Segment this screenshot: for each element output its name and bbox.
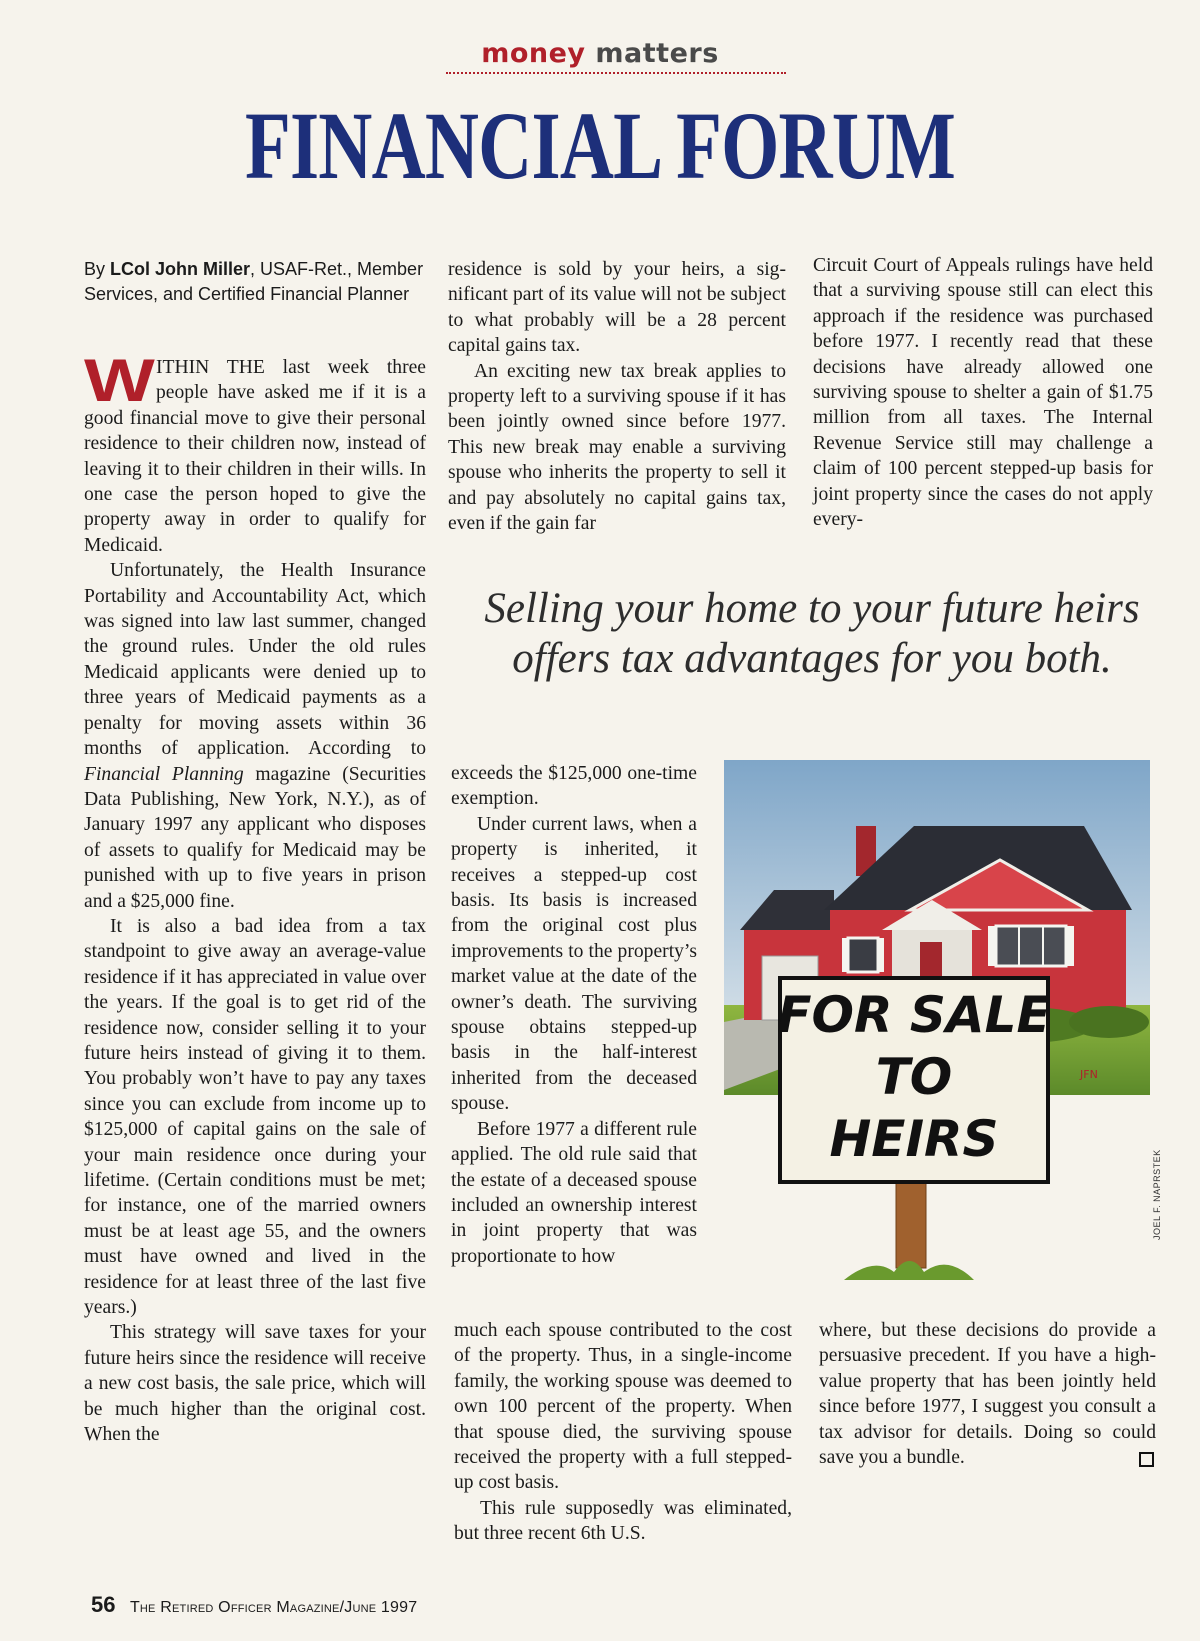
page-footer xyxy=(91,1592,417,1618)
paragraph-text: last week three people have asked me if it is a good financial move to give their personal residence to their children now, instead of leaving it to their children in their wills. In one case the person hoped to give the property away in order to qualify for Medicaid. xyxy=(84,357,427,556)
section-word-matters: matters xyxy=(595,38,719,69)
paragraph-text: Unfortunately, the Health Insurance Portability and Accountability Act, which was signed into law last summer, changed the ground rules. Under the old rules Medicaid applicants were denied up to three years of Medicaid payments as a penalty for moving assets within 36 months of application. According to xyxy=(84,560,426,760)
section-dotted-rule xyxy=(446,72,786,74)
byline-credentials: , USAF-Ret., Member Services, and Certified Financial Planner xyxy=(84,259,424,304)
section-tag xyxy=(0,38,1200,69)
drop-cap: W xyxy=(84,347,155,414)
article-column-2-bottom xyxy=(454,1318,792,1547)
article-column-2-top xyxy=(448,257,786,536)
article-column-2-middle xyxy=(451,761,697,1269)
section-word-money: money xyxy=(481,38,586,69)
byline-author: LCol John Miller xyxy=(110,259,251,279)
house-for-sale-illustration xyxy=(724,760,1150,1286)
article-paragraph: exceeds the $125,000 one-time exemption. xyxy=(451,763,697,810)
magazine-issue: The Retired Officer Magazine/June 1997 xyxy=(129,1599,418,1616)
paragraph-text: magazine (Securities Data Publishing, New York, N.Y.), as of January 1997 any applicant who disposes of assets to qualify for Medicaid may be punished with up to five years in prison and a $25,000 fine. xyxy=(84,763,426,912)
article-column-3-bottom xyxy=(819,1318,1156,1470)
article-paragraph: Before 1977 a different rule applied. The old rule said that the estate of a deceased spouse included an ownership interest in joint property that was proportionate to how xyxy=(451,1118,697,1267)
grass-tuft xyxy=(844,1261,974,1280)
article-paragraph: Under current laws, when a property is inherited, it receives a stepped-up cost basis. Its basis is increased from the original cost plus improvements to the property’s market value at the date of the owner’s death. The surviving spouse obtains stepped-up basis in the half-interest inherited from the deceased spouse. xyxy=(451,813,697,1115)
article-paragraph: residence is sold by your heirs, a significant part of its value will not be subject to what probably will be a 28 percent capital gains tax. xyxy=(448,259,786,357)
article-paragraph xyxy=(84,558,426,914)
article-column-3-top xyxy=(813,253,1153,532)
sign-line-2: TO xyxy=(875,1048,953,1106)
byline-prefix: By xyxy=(84,259,111,279)
lead-in: ITHIN THE xyxy=(156,357,265,378)
article-paragraph: It is also a bad idea from a tax standpoint to give away an average-value residence if it has appreciated in value over the years. If the goal is to get rid of the residence now, consider selling it to your future heirs instead of giving it to them. You probably won’t have to pay any taxes since you can exclude from income up to $125,000 of capital gains on the sale of your main residence once during your lifetime. (Certain conditions must be met; for instance, one of the married owners must be at least age 55, and the owners must have owned and lived in the residence for at least three of the last five years.) xyxy=(84,915,426,1319)
page-number: 56 xyxy=(91,1592,116,1617)
sign-line-1: FOR SALE xyxy=(777,986,1051,1044)
artist-mark: JFN xyxy=(1080,1068,1098,1081)
page-headline: FINANCIAL FORUM xyxy=(244,92,956,199)
sign-post xyxy=(896,1180,926,1268)
paragraph-text: where, but these decisions do provide a persuasive precedent. If you have a high-value property that has been jointly held since before 1977, I suggest you consult a tax advisor for details. Doing so could save you a bundle. xyxy=(819,1320,1156,1469)
article-paragraph: An exciting new tax break applies to property left to a surviving spouse if it has been jointly owned since before 1977. This new break may enable a surviving spouse who inherits the property to sell it and pay absolutely no capital gains tax, even if the gain far xyxy=(448,360,786,535)
pull-quote: Selling your home to your future heirs offers tax advantages for you both. xyxy=(484,585,1140,682)
article-paragraph: This rule supposedly was eliminated, but three recent 6th U.S. xyxy=(454,1497,792,1545)
article-paragraph xyxy=(84,347,427,558)
article-paragraph: Circuit Court of Appeals rulings have held that a surviving spouse still can elect this approach if the residence was purchased before 1977. I recently read that these decisions have already allowed one surviving spouse to shelter a gain of $1.75 million from all taxes. The Internal Revenue Service still may challenge a claim of 100 percent stepped-up basis for joint property since the cases do not apply every- xyxy=(813,255,1153,531)
illustration-credit: JOEL F. NAPRSTEK xyxy=(1152,1149,1162,1240)
article-column-1 xyxy=(84,347,427,1447)
article-paragraph: This strategy will save taxes for your future heirs since the residence will receive a new cost basis, the sale price, which will be much higher than the original cost. When the xyxy=(84,1322,426,1446)
article-paragraph xyxy=(819,1318,1156,1470)
end-mark-icon xyxy=(1139,1452,1154,1467)
byline xyxy=(84,257,424,307)
article-paragraph: much each spouse contributed to the cost of the property. Thus, in a single-income family, the working spouse was deemed to own 100 percent of the property. When that spouse died, the surviving spouse received the property with a full stepped-up cost basis. xyxy=(454,1320,792,1494)
magazine-title: Financial Planning xyxy=(84,763,244,785)
sign-line-3: HEIRS xyxy=(829,1110,999,1168)
